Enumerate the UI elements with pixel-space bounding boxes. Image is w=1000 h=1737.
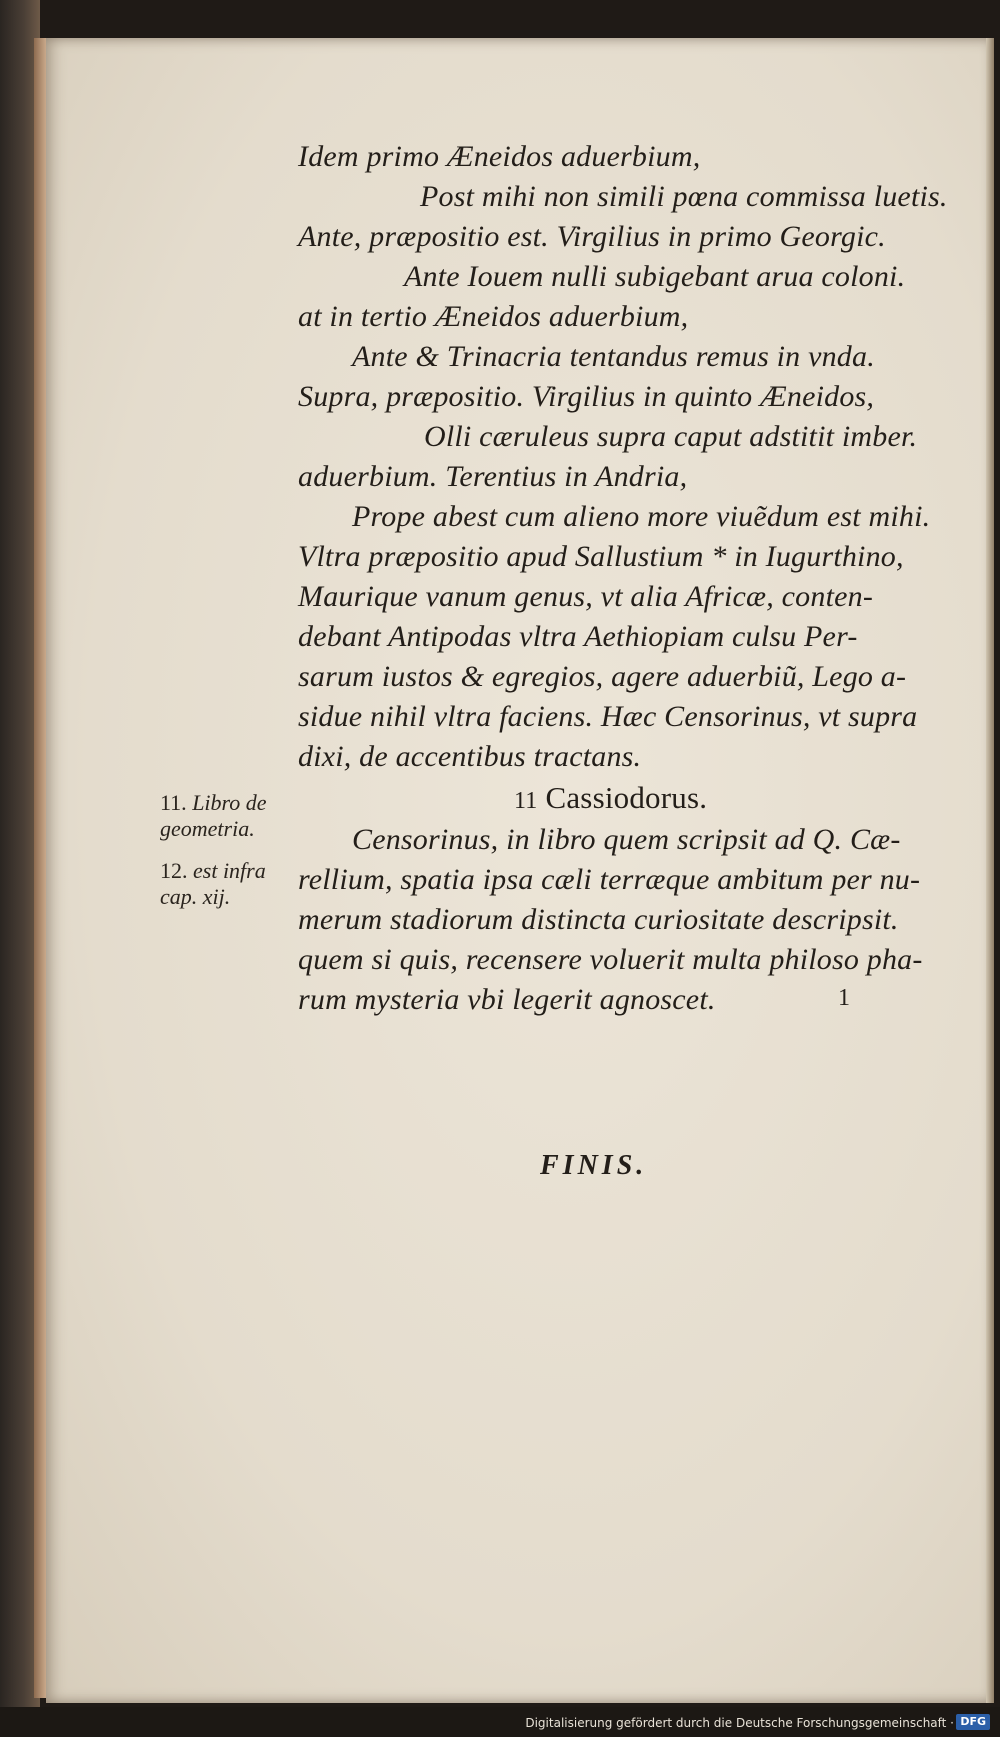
marginal-note-text: est infra <box>193 858 266 883</box>
footer-credit: Digitalisierung gefördert durch die Deutsche Forschungsgemeinschaft · <box>525 1716 954 1730</box>
main-line: Olli cæruleus supra caput adstitit imber. <box>424 420 918 453</box>
cassiodorus-line: merum stadiorum distincta curiositate descripsit. <box>298 903 899 936</box>
section-number: 11 <box>514 788 538 814</box>
marginal-note-number: 12. <box>160 858 188 883</box>
main-line: debant Antipodas vltra Aethiopiam culsu Per- <box>298 620 858 653</box>
cassiodorus-line: quem si quis, recensere voluerit multa philoso pha- <box>298 943 923 976</box>
main-line: Vltra præpositio apud Sallustium * in Iugurthino, <box>298 540 904 573</box>
main-line: Prope abest cum alieno more viuẽdum est mihi. <box>352 500 931 533</box>
main-line: Idem primo Æneidos aduerbium, <box>298 140 701 173</box>
binding-strip <box>34 38 46 1698</box>
marginal-note <box>160 858 266 910</box>
section-heading <box>514 780 707 816</box>
main-line: Ante, præpositio est. Virgilius in primo Georgic. <box>298 220 886 253</box>
marginal-note-text: Libro de <box>192 790 267 815</box>
page-edge <box>986 38 994 1703</box>
dfg-logo: DFG <box>956 1714 990 1730</box>
main-line: at in tertio Æneidos aduerbium, <box>298 300 689 333</box>
main-line: dixi, de accentibus tractans. <box>298 740 642 773</box>
main-line: sarum iustos & egregios, agere aduerbiũ, Lego a- <box>298 660 907 693</box>
main-line: Maurique vanum genus, vt alia Africæ, conten- <box>298 580 874 613</box>
footer-bar <box>0 1707 1000 1737</box>
cassiodorus-line: rum mysteria vbi legerit agnoscet. <box>298 983 716 1016</box>
marginal-note-text: cap. xij. <box>160 884 231 909</box>
cassiodorus-line: rellium, spatia ipsa cæli terræque ambitum per nu- <box>298 863 921 896</box>
main-line: Ante & Trinacria tentandus remus in vnda. <box>352 340 875 373</box>
marginal-note-text: geometria. <box>160 816 255 841</box>
main-line: Post mihi non simili pœna commissa luetis. <box>420 180 948 213</box>
main-line: Ante Iouem nulli subigebant arua coloni. <box>404 260 906 293</box>
finis: FINIS. <box>540 1150 648 1181</box>
marginal-note-number: 11. <box>160 790 187 815</box>
main-line: sidue nihil vltra faciens. Hæc Censorinus, vt supra <box>298 700 918 733</box>
note-marker: 1 <box>838 985 851 1011</box>
main-line: aduerbium. Terentius in Andria, <box>298 460 688 493</box>
cassiodorus-line: Censorinus, in libro quem scripsit ad Q. Cæ- <box>352 823 901 856</box>
book-page <box>46 38 994 1703</box>
section-title: Cassiodorus. <box>545 780 708 815</box>
main-line: Supra, præpositio. Virgilius in quinto Æneidos, <box>298 380 875 413</box>
marginal-note <box>160 790 267 842</box>
